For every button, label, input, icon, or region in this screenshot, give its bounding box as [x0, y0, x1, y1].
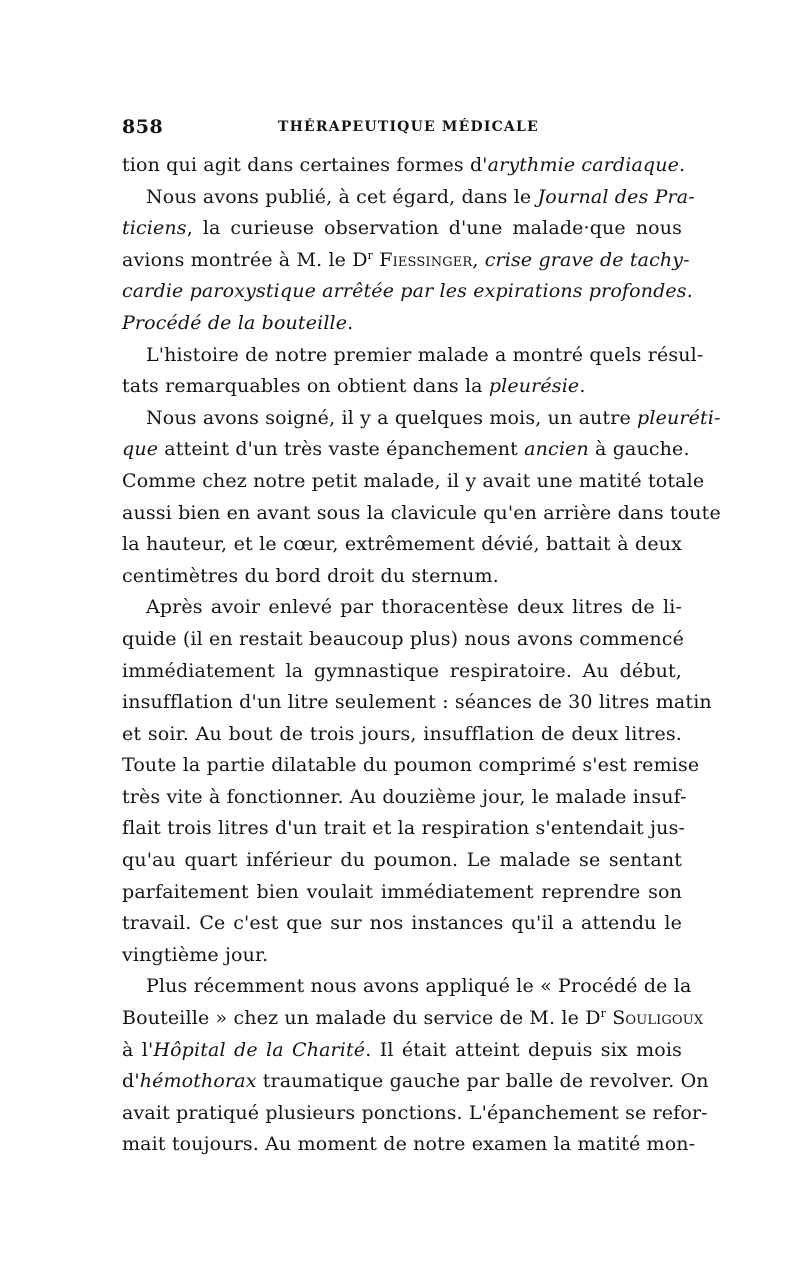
italic-run: cardie paroxystique arrêtée par les expirations profondes.	[122, 280, 693, 303]
small-caps-name: Souligoux	[612, 1007, 704, 1030]
text-line	[122, 845, 682, 877]
superscript: r	[600, 1007, 607, 1021]
text-run: traumatique gauche par balle de revolver. On	[256, 1070, 709, 1093]
text-run: Comme chez notre petit malade, il y avait une matité totale	[122, 469, 705, 492]
text-line	[122, 150, 686, 182]
text-run: à l'	[122, 1038, 154, 1061]
paragraph-start-line	[122, 182, 695, 214]
paragraph-start-line	[122, 403, 721, 435]
text-line	[122, 1066, 709, 1098]
paragraph-start-line	[122, 971, 692, 1003]
body-text	[122, 150, 721, 1161]
text-run: Nous avons publié, à cet égard, dans le	[146, 185, 538, 208]
text-run: Après avoir enlevé par thoracentèse deux litres de li-	[146, 596, 682, 619]
running-title: THÉRAPEUTIQUE MÉDICALE	[278, 119, 539, 135]
text-run: flait trois litres d'un trait et la respiration s'entendait jus-	[122, 817, 686, 840]
text-run: insufflation d'un litre seulement : séances de 30 litres matin	[122, 691, 712, 714]
italic-run: ticiens	[122, 217, 187, 240]
text-line	[122, 782, 687, 814]
italic-run: hémothorax	[139, 1070, 257, 1093]
text-line	[122, 434, 690, 466]
text-run: travail. Ce c'est que sur nos instances qu'il a attendu le	[122, 912, 682, 935]
text-run: d'	[122, 1070, 140, 1093]
italic-run: que	[122, 438, 159, 461]
text-run: qu'au quart inférieur du poumon. Le malade se sentant	[122, 849, 682, 872]
italic-run: arythmie cardiaque	[487, 154, 680, 176]
text-run: quide (il en restait beaucoup plus) nous avons commencé	[122, 627, 684, 650]
text-run: mait toujours. Au moment de notre examen la matité mon-	[122, 1133, 696, 1156]
text-run: vingtième jour.	[122, 943, 269, 966]
text-run: Nous avons soigné, il y a quelques mois, un autre	[146, 406, 638, 429]
text-line	[122, 1003, 704, 1035]
text-line	[122, 750, 700, 782]
text-run: Toute la partie dilatable du poumon comprimé s'est remise	[122, 754, 700, 777]
italic-run: pleurésie	[488, 375, 580, 398]
text-run: très vite à fonctionner. Au douzième jour, le malade insuf-	[122, 785, 687, 808]
page-number: 858	[122, 116, 164, 138]
italic-run: Hôpital de la Charité	[153, 1038, 366, 1061]
text-run: ,	[472, 248, 485, 271]
text-line	[122, 308, 682, 340]
text-run: parfaitement bien voulait immédiatement reprendre son	[122, 880, 682, 903]
text-line	[122, 529, 682, 561]
text-run: .	[579, 375, 586, 398]
text-line	[122, 813, 686, 845]
paragraph-start-line	[122, 340, 704, 372]
text-line	[122, 466, 705, 498]
text-line	[122, 1129, 696, 1161]
text-run: et soir. Au bout de trois jours, insufflation de deux litres.	[122, 722, 682, 745]
text-line	[122, 624, 682, 656]
text-line	[122, 371, 682, 403]
text-run: .	[347, 311, 354, 334]
text-line	[122, 656, 682, 688]
text-run: Bouteille » chez un malade du service de M. le D	[122, 1007, 601, 1030]
italic-run: pleuréti-	[637, 406, 721, 429]
text-run: L'histoire de notre premier malade a montré quels résul-	[146, 343, 704, 366]
text-line	[122, 1098, 708, 1130]
text-run: avions montrée à M. le D	[122, 248, 368, 271]
text-run: , la curieuse observation d'une malade·que nous	[186, 217, 682, 240]
text-line	[122, 940, 682, 972]
text-run: . Il était atteint depuis six mois	[365, 1038, 682, 1061]
text-run: la hauteur, et le cœur, extrêmement dévié, battait à deux	[122, 533, 682, 556]
text-run: avait pratiqué plusieurs ponctions. L'épanchement se refor-	[122, 1101, 708, 1124]
italic-run: ancien	[524, 438, 589, 461]
paragraph-start-line	[122, 592, 682, 624]
text-line	[122, 908, 682, 940]
text-run: centimètres du bord droit du sternum.	[122, 564, 499, 587]
text-line	[122, 877, 682, 909]
text-run: aussi bien en avant sous la clavicule qu'en arrière dans toute	[122, 501, 721, 524]
italic-run: Journal des Pra-	[537, 185, 695, 208]
small-caps-name: Fiessinger	[379, 248, 473, 271]
text-line	[122, 719, 682, 751]
text-run: immédiatement la gymnastique respiratoire. Au début,	[122, 659, 682, 682]
text-line	[122, 1035, 682, 1067]
italic-run: crise grave de tachy-	[484, 248, 690, 271]
text-run: Plus récemment nous avons appliqué le « Procédé de la	[146, 975, 692, 998]
text-line	[122, 213, 682, 245]
text-run: .	[679, 154, 686, 176]
text-line	[122, 498, 721, 530]
text-line	[122, 245, 690, 277]
text-run: atteint d'un très vaste épanchement	[158, 438, 525, 461]
text-run: à gauche.	[588, 438, 690, 461]
running-header	[122, 116, 682, 140]
text-line	[122, 276, 693, 308]
text-run: tion qui agit dans certaines formes d'	[122, 154, 488, 176]
text-run: tats remarquables on obtient dans la	[122, 375, 489, 398]
text-line	[122, 687, 712, 719]
italic-run: Procédé de la bouteille	[122, 311, 348, 334]
text-line	[122, 561, 682, 593]
superscript: r	[367, 248, 374, 262]
